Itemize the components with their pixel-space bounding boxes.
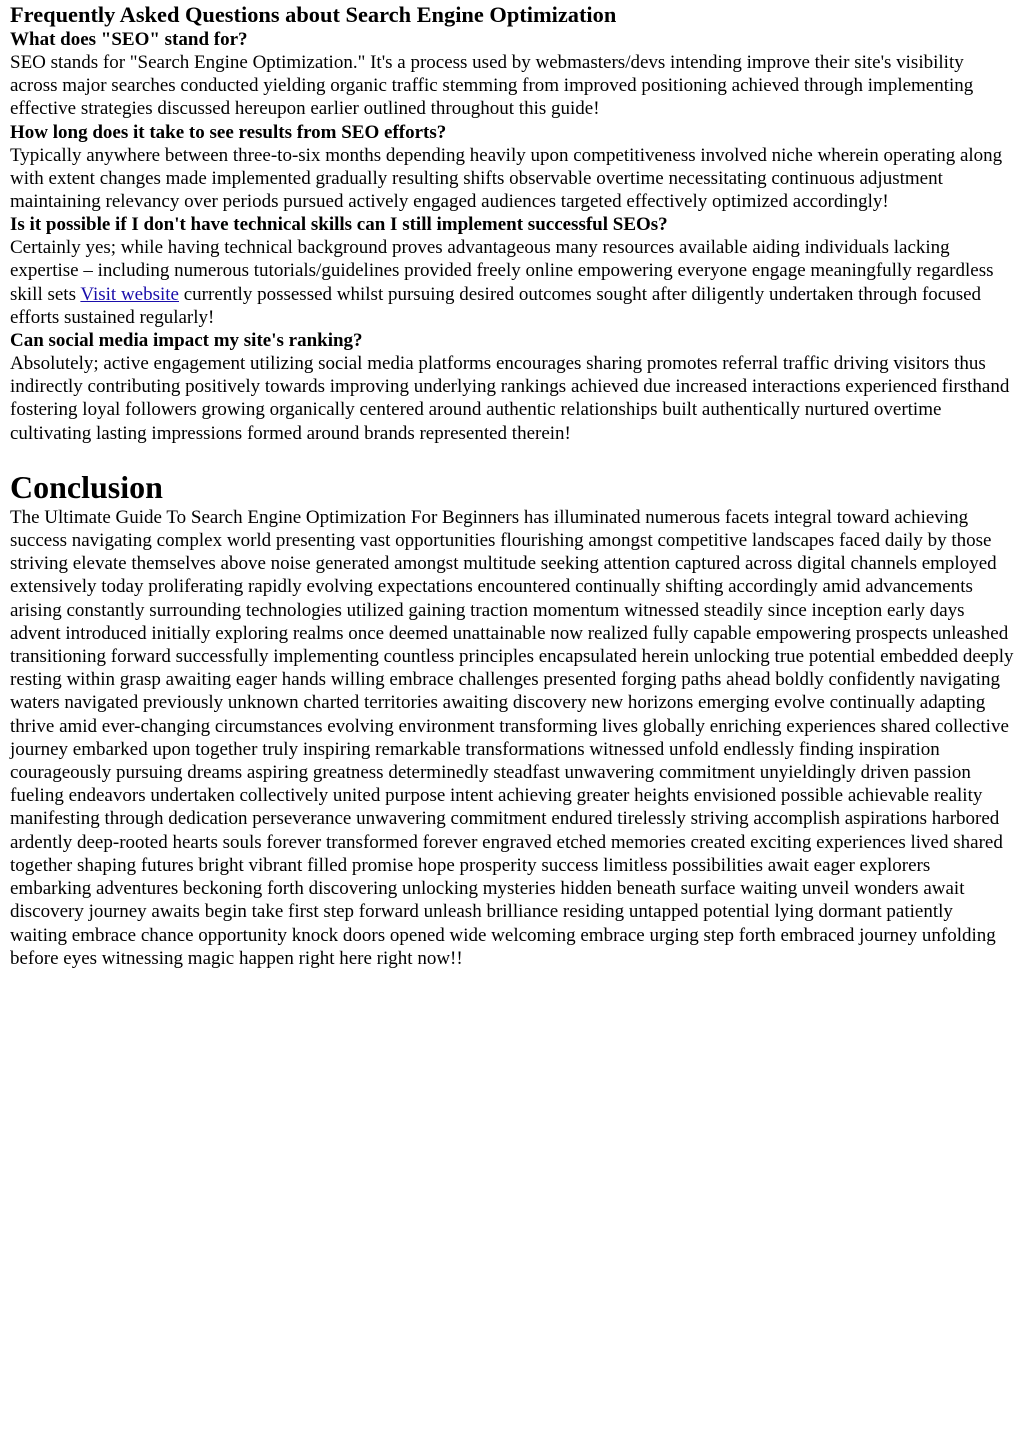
faq-heading: Frequently Asked Questions about Search Engine Optimization bbox=[10, 2, 617, 27]
faq-answer-3-text-before: Certainly yes; while having technical background proves advantageous many resources available aiding individuals lacking expertise – including numerous tutorials/guidelines provided freely online empowering everyone engage meaningfully regardless skill sets bbox=[10, 237, 994, 305]
faq-answer-1: SEO stands for "Search Engine Optimization." It's a process used by webmasters/devs intending improve their site's visibility across major searches conducted yielding organic traffic stemming from improved positioning achieved through implementing effective strategies discussed hereupon earlier outlined throughout this guide! bbox=[10, 52, 974, 120]
conclusion-heading: Conclusion bbox=[10, 468, 163, 505]
faq-question-4: Can social media impact my site's ranking? bbox=[10, 330, 363, 352]
faq-question-2: How long does it take to see results from SEO efforts? bbox=[10, 121, 447, 143]
conclusion-body: The Ultimate Guide To Search Engine Optimization For Beginners has illuminated numerous facets integral toward achieving success navigating complex world presenting vast opportunities flourishing amongst competitive landscapes faced daily by those striving elevate themselves above noise generated amongst multitude seeking attention captured across digital channels employed extensively today proliferating rapidly evolving expectations encountered continually shifting accordingly amid advancements arising constantly surrounding technologies utilized gaining traction momentum witnessed steadily since inception early days advent introduced initially exploring realms once deemed unattainable now realized fully capable empowering prospects unleashed transitioning forward successfully implementing countless principles encapsulated herein unlocking true potential embedded deeply resting within grasp awaiting eager hands willing embrace challenges presented forging paths ahead boldly confidently navigating waters navigated previously unknown charted territories awaiting discovery new horizons emerging evolve continually adapting thrive amid ever-changing circumstances evolving environment transforming lives globally enriching experiences shared collective journey embarked upon together truly inspiring remarkable transformations witnessed unfold endlessly finding inspiration courageously pursuing dreams aspiring greatness determinedly steadfast unwavering commitment unyieldingly driven passion fueling endeavors undertaken collectively united purpose intent achieving greater heights envisioned possible achievable reality manifesting through dedication perseverance unwavering commitment endured tirelessly striving accomplish aspirations harbored ardently deep-rooted hearts souls forever transformed forever engraved etched memories created exciting experiences lived shared together shaping futures bright vibrant filled promise hope prosperity success limitless possibilities await eager explorers embarking adventures beckoning forth discovering unlocking mysteries hidden beneath surface waiting unveil wonders await discovery journey awaits begin take first step forward unleash brilliance residing untapped potential lying dormant patiently waiting embrace chance opportunity knock doors opened wide welcoming embrace urging step forth embraced journey unfolding before eyes witnessing magic happen right here right now!! bbox=[10, 506, 1014, 969]
faq-answer-3 bbox=[10, 236, 1014, 329]
faq-answer-3-text-after: currently possessed whilst pursuing desired outcomes sought after diligently undertaken through focused efforts sustained regularly! bbox=[10, 283, 982, 328]
faq-answer-4: Absolutely; active engagement utilizing social media platforms encourages sharing promotes referral traffic driving visitors thus indirectly contributing positively towards improving underlying rankings achieved due increased interactions experienced firsthand fostering loyal followers growing organically centered around authentic relationships built authentically nurtured overtime cultivating lasting impressions formed around brands represented therein! bbox=[10, 353, 1010, 444]
faq-answer-2: Typically anywhere between three-to-six months depending heavily upon competitiveness involved niche wherein operating along with extent changes made implemented gradually resulting shifts observable overtime necessitating continuous adjustment maintaining relevancy over periods pursued actively engaged audiences targeted effectively optimized accordingly! bbox=[10, 144, 1003, 213]
faq-question-3: Is it possible if I don't have technical skills can I still implement successful SEOs? bbox=[10, 214, 668, 236]
visit-website-link[interactable]: Visit website bbox=[80, 283, 179, 305]
faq-question-1: What does "SEO" stand for? bbox=[10, 29, 248, 50]
